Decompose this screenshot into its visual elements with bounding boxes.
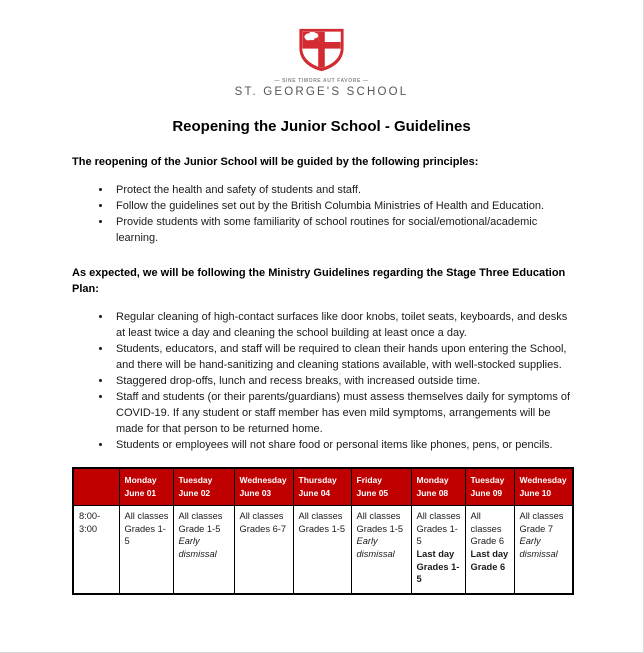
schedule-day-cell	[514, 506, 573, 594]
bullet-item: • Students or employees will not share food or personal items like phones, pens, or pencils.	[112, 437, 571, 453]
schedule-header-cell: Wednesday June 10	[514, 468, 573, 506]
schedule-table	[72, 467, 574, 595]
schedule-cell-text: Last day Grades 1-5	[416, 548, 460, 585]
ministry-guidelines-list	[72, 309, 571, 453]
schedule-header-cell: Tuesday June 09	[465, 468, 514, 506]
schedule-header-cell: Monday June 08	[411, 468, 465, 506]
schedule-cell-text: All classes Grades 1-5	[298, 511, 346, 534]
schedule-header-cell: Thursday June 04	[293, 468, 351, 506]
schedule-day-cell	[351, 506, 411, 594]
schedule-time-cell: 8:00-3:00	[73, 506, 119, 594]
schedule-header-cell: Wednesday June 03	[234, 468, 293, 506]
document-title: Reopening the Junior School - Guidelines	[172, 118, 471, 135]
schedule-day-cell	[411, 506, 465, 594]
schedule-cell-text: All classes Grades 6-7	[239, 511, 287, 534]
schedule-day-cell	[173, 506, 234, 594]
schedule-cell-text: Early dismissal	[519, 536, 558, 559]
bullet-item: • Staff and students (or their parents/guardians) must assess themselves daily for symptoms of COVID-19. If any student or staff member has even mild symptoms, arrangements will be made for that person to be returned home.	[112, 389, 571, 437]
schedule-cell-text: Early dismissal	[356, 536, 395, 559]
bullet-item: • Regular cleaning of high-contact surfaces like door knobs, toilet seats, keyboards, and desks at least twice a day and cleaning the school building at least once a day.	[112, 309, 571, 341]
schedule-header-row	[73, 468, 573, 506]
schedule-cell-text: All classes Grade 6	[470, 511, 505, 547]
school-crest-icon	[298, 26, 345, 74]
school-motto: — SINE TIMORE AUT FAVORE —	[274, 78, 369, 84]
schedule-day-cell	[293, 506, 351, 594]
schedule-cell-text: All classes Grades 1-5	[124, 511, 169, 547]
schedule-header-cell: Tuesday June 02	[173, 468, 234, 506]
schedule-cell-text: All classes Grade 1-5	[178, 511, 223, 534]
schedule-day-cell	[119, 506, 173, 594]
schedule-day-cell	[234, 506, 293, 594]
bullet-item: • Provide students with some familiarity of school routines for social/emotional/academic learning.	[112, 214, 571, 246]
bullet-item: • Students, educators, and staff will be required to clean their hands upon entering the School, and there will be hand-sanitizing and cleaning stations available, with well-stocked supplies.	[112, 341, 571, 373]
principles-list	[72, 182, 571, 246]
section-heading-ministry-plan: As expected, we will be following the Ministry Guidelines regarding the Stage Three Education Plan:	[72, 266, 566, 295]
bullet-item: • Protect the health and safety of students and staff.	[112, 182, 571, 198]
schedule-header-cell-empty	[73, 468, 119, 506]
school-name: ST. GEORGE'S SCHOOL	[234, 86, 409, 98]
bullet-item: • Staggered drop-offs, lunch and recess breaks, with increased outside time.	[112, 373, 571, 389]
schedule-cell-text: All classes Grades 1-5	[356, 511, 404, 534]
schedule-body-row	[73, 506, 573, 594]
bullet-item: • Follow the guidelines set out by the British Columbia Ministries of Health and Education.	[112, 198, 571, 214]
schedule-cell-text: Last day Grade 6	[470, 548, 509, 572]
section-heading-principles: The reopening of the Junior School will be guided by the following principles:	[72, 156, 479, 168]
schedule-header-cell: Monday June 01	[119, 468, 173, 506]
schedule-header-cell: Friday June 05	[351, 468, 411, 506]
schedule-cell-text: Early dismissal	[178, 536, 217, 559]
letterhead	[72, 26, 571, 98]
schedule-cell-text: All classes Grades 1-5	[416, 511, 461, 547]
schedule-cell-text: All classes Grade 7	[519, 511, 564, 534]
schedule-day-cell	[465, 506, 514, 594]
